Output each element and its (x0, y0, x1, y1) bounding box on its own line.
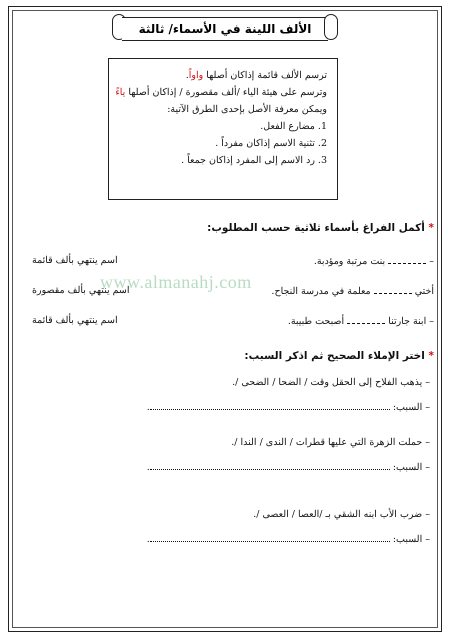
reason-row-1 (147, 400, 430, 415)
reason-1-line[interactable] (150, 400, 390, 410)
section1-heading (207, 222, 434, 234)
rule-box (108, 58, 338, 200)
fill-row-3-after: أصبحت طبيبة. (287, 316, 348, 327)
fill-hint-3: اسم ينتهي بألف قائمة (32, 315, 118, 326)
reason-row-3 (147, 532, 430, 547)
reason-2-end: . (146, 462, 150, 473)
rule-line-1-text: ترسم الألف قائمة إذاكان أصلها (203, 70, 327, 81)
fill-blank-1[interactable] (388, 254, 426, 264)
fill-blank-2[interactable] (374, 284, 412, 294)
page-title: الألف اللينة في الأسماء/ ثالثة (138, 22, 312, 36)
rule-line-2 (117, 84, 327, 101)
fill-row-3-before: ابنة جارتنا (385, 316, 427, 327)
site-watermark: www.almanahj.com (100, 272, 252, 292)
rule-line-2-text: وترسم على هيئة الياء /ألف مقصورة / إذاكان أصلها (125, 87, 327, 98)
rule-item-2: 2. تثنية الاسم إذاكان مفرداً . (215, 138, 327, 149)
reason-3-end: . (146, 534, 150, 545)
reason-2-label: السبب: (392, 462, 423, 473)
fill-row-2 (271, 284, 434, 299)
reason-3-dash: – (425, 534, 430, 545)
fill-row-3-dash: – (429, 316, 434, 327)
reason-3-line[interactable] (150, 532, 390, 542)
section2-heading (244, 350, 434, 362)
fill-row-2-after: معلمة في مدرسة النجاح. (271, 286, 374, 297)
rule-item-3: 3. رد الاسم إلى المفرد إذاكان جمعاً . (181, 155, 327, 166)
question-3 (253, 508, 430, 522)
section1-star: * (428, 222, 434, 234)
reason-1-label: السبب: (392, 402, 423, 413)
reason-1-dash: – (425, 402, 430, 413)
section1-heading-text: أكمل الفراغ بأسماء ثلاثية حسب المطلوب: (207, 222, 425, 234)
fill-hint-1: اسم ينتهي بألف قائمة (32, 255, 118, 266)
fill-row-1-after: بنت مرتبة ومؤدبة. (313, 256, 389, 267)
fill-row-1-dash: – (429, 256, 434, 267)
reason-1-end: . (146, 402, 150, 413)
question-2-text: حملت الزهرة التي عليها قطرات / الندى / الندا /. (231, 437, 423, 448)
fill-row-2-before: أختي (411, 286, 434, 297)
question-3-text: ضرب الأب ابنه الشقي بـ /العصا / العصى /. (253, 509, 423, 520)
rule-line-3: ويمكن معرفة الأصل بإحدى الطرق الآتية: (167, 104, 327, 115)
reason-2-line[interactable] (150, 460, 390, 470)
fill-row-3 (288, 314, 434, 329)
reason-2-dash: – (425, 462, 430, 473)
section2-star: * (428, 350, 434, 362)
question-3-dash: – (425, 509, 430, 520)
rule-line-1 (117, 67, 327, 84)
rule-line-1-highlight: واواً (188, 70, 204, 81)
fill-blank-3[interactable] (347, 314, 385, 324)
scroll-curl-right (324, 14, 338, 40)
question-2 (231, 436, 430, 450)
question-1-dash: – (425, 377, 430, 388)
rule-line-1-end: . (185, 70, 189, 81)
rule-line-2-highlight: ياءً (115, 87, 126, 98)
section2-heading-text: اختر الإملاء الصحيح ثم اذكر السبب: (244, 350, 425, 362)
rule-item-1: 1. مضارع الفعل. (260, 121, 327, 132)
reason-3-label: السبب: (392, 534, 423, 545)
fill-hint-2: اسم ينتهي بألف مقصورة (32, 285, 130, 296)
title-scroll-body (122, 17, 328, 41)
fill-row-1 (314, 254, 434, 269)
reason-row-2 (147, 460, 430, 475)
question-2-dash: – (425, 437, 430, 448)
question-1 (232, 376, 430, 390)
title-banner (112, 14, 338, 44)
question-1-text: يذهب الفلاح إلى الحقل وقت / الضحا / الضحى /. (232, 377, 423, 388)
